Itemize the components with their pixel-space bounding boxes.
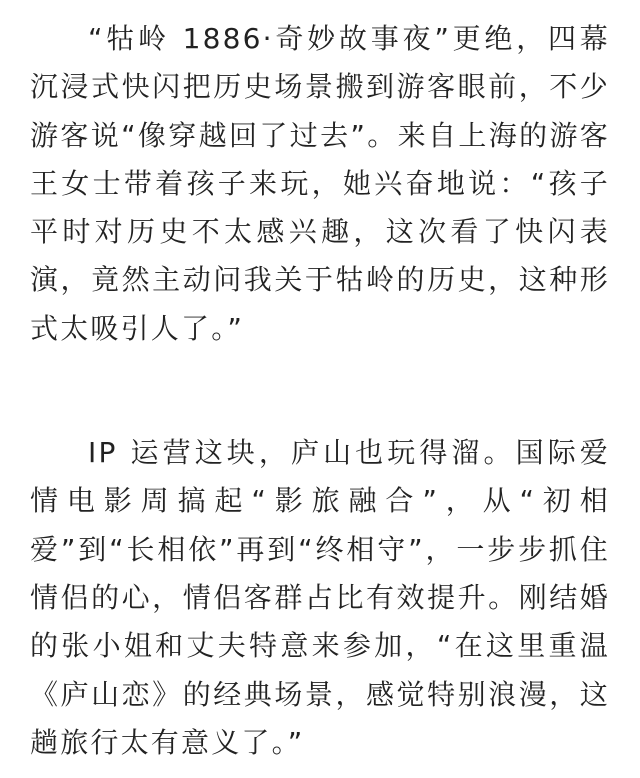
- article-paragraph: IP 运营这块，庐山也玩得溜。国际爱情电影周搞起“影旅融合”，从“初相爱”到“长相依”再到“终相守”，一步步抓住情侣的心，情侣客群占比有效提升。刚结婚的张小姐和丈夫特意来参加，“在这里重温《庐山恋》的经典场景，感觉特别浪漫，这趟旅行太有意义了。”: [30, 436, 610, 759]
- article-body: [30, 15, 610, 767]
- article-paragraph: “牯岭 1886·奇妙故事夜”更绝，四幕沉浸式快闪把历史场景搬到游客眼前，不少游客说“像穿越回了过去”。来自上海的游客王女士带着孩子来玩，她兴奋地说：“孩子平时对历史不太感兴趣，这次看了快闪表演，竟然主动问我关于牯岭的历史，这种形式太吸引人了。”: [30, 22, 610, 345]
